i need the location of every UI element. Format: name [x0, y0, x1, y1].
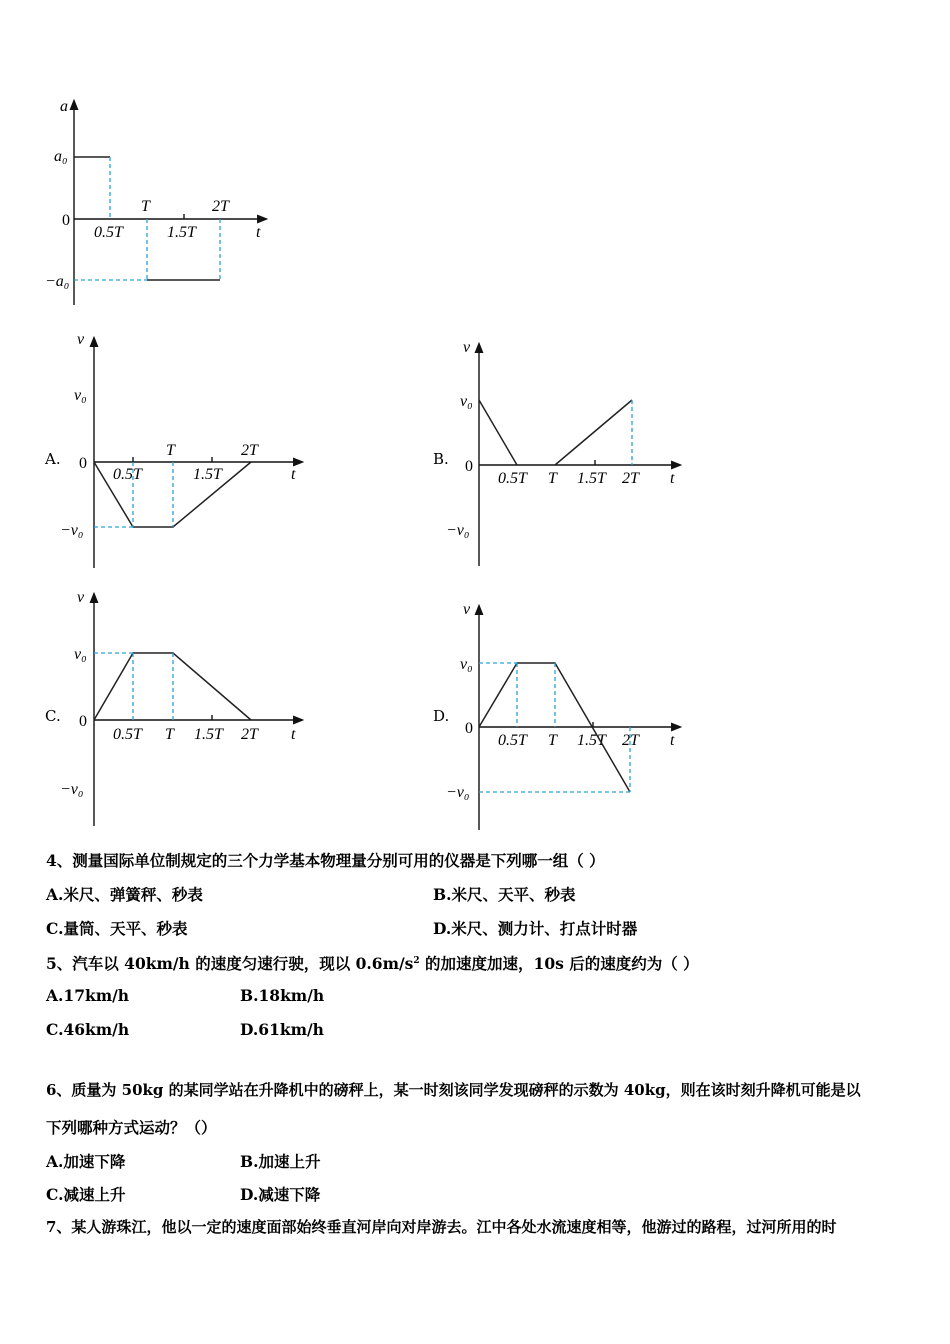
y-pos-label: v₀ — [74, 646, 87, 663]
y-pos-label: a₀ — [54, 148, 68, 165]
y-neg-label: −a₀ — [45, 273, 70, 290]
tick-label-T: T — [548, 470, 557, 487]
y-neg-label: −v₀ — [60, 781, 84, 798]
question-5-stem-part-2: 的加速度加速，10s 后的速度约为（ ） — [419, 954, 699, 973]
tick-label-1.5T: 1.5T — [577, 470, 606, 487]
question-4-option-A[interactable]: A.米尺、弹簧秤、秒表 — [46, 885, 203, 904]
question-5-option-C[interactable]: C.46km/h — [46, 1020, 130, 1039]
question-5-option-A[interactable]: A.17km/h — [46, 986, 130, 1005]
y-zero-label: 0 — [79, 713, 87, 730]
y-pos-label: v₀ — [74, 387, 87, 404]
option-D-label: D. — [433, 707, 450, 725]
question-6-option-B[interactable]: B.加速上升 — [240, 1152, 321, 1171]
option-C-label: C. — [45, 707, 61, 725]
y-zero-label: 0 — [465, 720, 473, 737]
y-pos-label: v₀ — [460, 393, 473, 410]
acceleration-time-graph — [40, 95, 280, 305]
y-zero-label: 0 — [79, 455, 87, 472]
graph-option-B — [440, 338, 700, 568]
tick-label-2T: 2T — [241, 726, 258, 743]
tick-label-1.5T: 1.5T — [167, 224, 196, 241]
y-zero-label: 0 — [465, 458, 473, 475]
question-6-option-A[interactable]: A.加速下降 — [46, 1152, 126, 1171]
tick-label-0.5T: 0.5T — [113, 466, 142, 483]
y-axis-label: a — [60, 98, 68, 115]
tick-label-2T: 2T — [212, 198, 229, 215]
question-5-stem-part-1: 5、汽车以 40km/h 的速度匀速行驶，现以 0.6m/s — [46, 954, 414, 973]
x-axis-label: t — [670, 470, 675, 487]
tick-label-1.5T: 1.5T — [577, 732, 606, 749]
question-6-stem-line-2: 下列哪种方式运动？（） — [46, 1118, 217, 1137]
graph-option-D — [440, 600, 700, 832]
tick-label-2T: 2T — [622, 470, 639, 487]
y-axis-label: v — [77, 331, 85, 348]
question-7-stem: 7、某人游珠江，他以一定的速度面部始终垂直河岸向对岸游去。江中各处水流速度相等，他游过的路程，过河所用的时 — [46, 1218, 837, 1236]
guide-lines — [94, 462, 173, 527]
tick-label-0.5T: 0.5T — [498, 732, 527, 749]
y-zero-label: 0 — [62, 212, 70, 229]
tick-label-0.5T: 0.5T — [498, 470, 527, 487]
y-neg-label: −v₀ — [446, 522, 470, 539]
question-5-stem-superscript: 2 — [413, 955, 420, 966]
x-axis-label: t — [256, 224, 261, 241]
graph-option-C — [55, 588, 315, 828]
y-axis-label: v — [463, 339, 471, 356]
y-neg-label: −v₀ — [60, 522, 84, 539]
x-axis-label: t — [670, 732, 675, 749]
question-4-option-C[interactable]: C.量筒、天平、秒表 — [46, 919, 188, 938]
tick-label-0.5T: 0.5T — [94, 224, 123, 241]
velocity-curve — [479, 400, 632, 465]
x-axis-label: t — [291, 726, 296, 743]
tick-label-T: T — [548, 732, 557, 749]
question-4-stem: 4、测量国际单位制规定的三个力学基本物理量分别可用的仪器是下列哪一组（ ） — [46, 851, 605, 870]
tick-label-2T: 2T — [622, 732, 639, 749]
question-6-option-C[interactable]: C.减速上升 — [46, 1185, 126, 1204]
tick-label-2T: 2T — [241, 442, 258, 459]
question-4-option-D[interactable]: D.米尺、测力计、打点计时器 — [433, 919, 638, 938]
question-5-option-D[interactable]: D.61km/h — [240, 1020, 324, 1039]
graph-option-A — [55, 330, 315, 570]
question-6-stem-line-1: 6、质量为 50kg 的某同学站在升降机中的磅秤上，某一时刻该同学发现磅秤的示数为 40kg，则在该时刻升降机可能是以 — [46, 1081, 861, 1099]
tick-label-0.5T: 0.5T — [113, 726, 142, 743]
question-5-option-B[interactable]: B.18km/h — [240, 986, 325, 1005]
question-6-option-D[interactable]: D.减速下降 — [240, 1185, 321, 1204]
question-4-option-B[interactable]: B.米尺、天平、秒表 — [433, 885, 576, 904]
guide-lines — [94, 653, 173, 720]
y-pos-label: v₀ — [460, 656, 473, 673]
option-B-label: B. — [433, 450, 449, 468]
tick-label-T: T — [166, 442, 175, 459]
tick-label-1.5T: 1.5T — [193, 466, 222, 483]
question-5-stem — [46, 952, 699, 974]
tick-label-1.5T: 1.5T — [194, 726, 223, 743]
tick-label-T: T — [165, 726, 174, 743]
y-axis-label: v — [463, 601, 471, 618]
y-neg-label: −v₀ — [446, 784, 470, 801]
option-A-label: A. — [45, 450, 61, 468]
y-axis-label: v — [77, 589, 85, 606]
tick-label-T: T — [141, 198, 150, 215]
x-axis-label: t — [291, 466, 296, 483]
